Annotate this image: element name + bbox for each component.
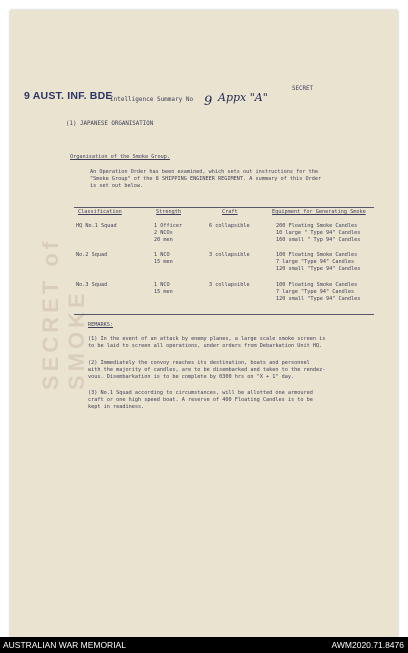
subheading: Organisation of the Smoke Group. <box>70 154 170 160</box>
row3-strength-1: 1 NCO <box>154 282 170 288</box>
row1-equip-1: 200 Floating Smoke Candles <box>276 223 358 229</box>
faded-watermark: SECRET of SMOKE <box>38 237 89 390</box>
row1-equip-2: 10 large " Type 94" Candles <box>276 230 361 236</box>
intro-line-1: An Operation Order has been examined, which sets out instructions for the <box>90 169 318 175</box>
row3-strength-2: 15 men <box>154 289 173 295</box>
remark3-line3: kept in readiness. <box>88 404 145 410</box>
row2-strength-2: 15 men <box>154 259 173 265</box>
section-title: (1) JAPANESE ORGANISATION <box>66 121 154 127</box>
col-header-classification: Classification <box>78 209 122 215</box>
row2-equip-1: 100 Floating Smoke Candles <box>276 252 358 258</box>
classification-marking: SECRET <box>292 86 313 92</box>
remark2-line1: (2) Immediately the convoy reaches its destination, boats and personnel <box>88 360 310 366</box>
table-top-rule <box>74 207 374 208</box>
remark3-line1: (3) No.1 Squad according to circumstances, will be allotted one armoured <box>88 390 313 396</box>
row1-strength-3: 20 men <box>154 237 173 243</box>
col-header-strength: Strength <box>156 209 181 215</box>
footer-institution: AUSTRALIAN WAR MEMORIAL <box>3 640 126 650</box>
row3-equip-1: 100 Floating Smoke Candles <box>276 282 358 288</box>
remark3-line2: craft or one high speed boat. A reserve of 400 Floating Candles is to be <box>88 397 313 403</box>
document-page <box>10 10 398 637</box>
row3-equip-2: 7 large "Type 94" Candles <box>276 289 355 295</box>
row1-classification: HQ No.1 Squad <box>76 223 117 229</box>
row3-classification: No.3 Squad <box>76 282 108 288</box>
handwritten-appendix: Appx "A" <box>218 91 268 104</box>
row3-equip-3: 120 small "Type 94" Candles <box>276 296 361 302</box>
row2-craft: 3 collapsible <box>209 252 250 258</box>
intro-line-3: is set out below. <box>90 183 144 189</box>
col-header-equipment: Equipment for Generating Smoke <box>272 209 366 215</box>
table-bottom-rule <box>74 314 374 315</box>
remark1-line1: (1) In the event of an attack by enemy planes, a large scale smoke screen is <box>88 336 326 342</box>
unit-stamp: 9 AUST. INF. BDE <box>24 90 113 102</box>
row1-strength-1: 1 Officer <box>154 223 183 229</box>
intro-line-2: "Smoke Group" of the 8 SHIPPING ENGINEER REGIMENT. A summary of this Order <box>90 176 322 182</box>
col-header-craft: Craft <box>222 209 238 215</box>
row1-equip-3: 160 small " Typ 94" Candles <box>276 237 361 243</box>
remarks-title: REMARKS: <box>88 322 113 328</box>
remark1-line2: to be laid to screen all operations, under orders from Debarkation Unit HQ. <box>88 343 323 349</box>
row2-equip-3: 120 small "Type 94" Candles <box>276 266 361 272</box>
remark2-line2: with the majority of candles, are to be disembarked and taken to the rendez- <box>88 367 326 373</box>
row1-strength-2: 2 NCOs <box>154 230 173 236</box>
handwritten-number: 9 <box>204 94 213 109</box>
row2-classification: No.2 Squad <box>76 252 108 258</box>
archive-footer <box>0 637 408 653</box>
remark2-line3: vous. Disembarkation is to be complete by 0300 hrs on "X + 1" day. <box>88 374 295 380</box>
row2-strength-1: 1 NCO <box>154 252 170 258</box>
row3-craft: 3 collapsible <box>209 282 250 288</box>
footer-accession: AWM2020.71.8476 <box>331 640 404 650</box>
row2-equip-2: 7 large "Type 94" Candles <box>276 259 355 265</box>
summary-heading: Intelligence Summary No <box>110 96 194 103</box>
row1-craft: 6 collapsible <box>209 223 250 229</box>
